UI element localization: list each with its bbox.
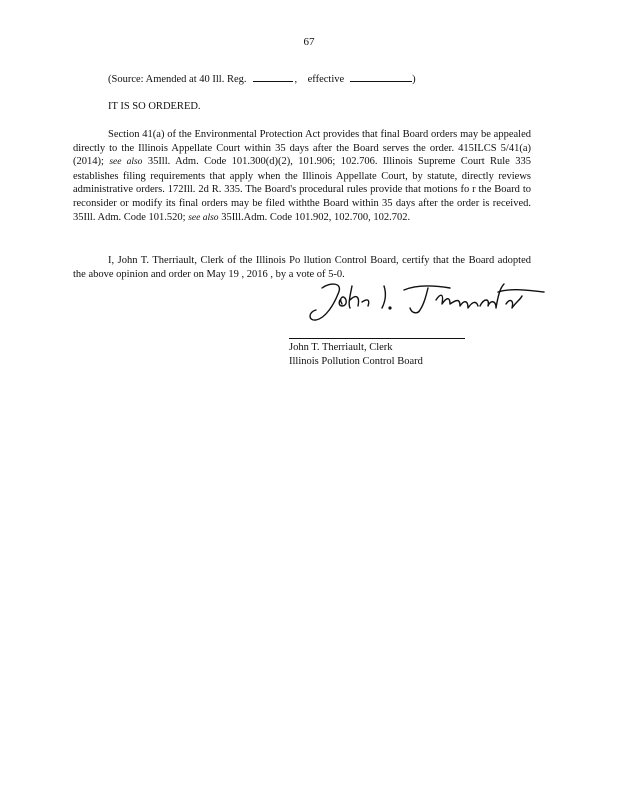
signature-block — [289, 341, 423, 369]
appeal-text-part-3: 35Ill.Adm. Code 101.902, 102.700, 102.702. — [221, 211, 411, 223]
source-note-separator: , — [294, 74, 298, 85]
source-note-text: (Source: Amended at 40 Ill. Reg. — [108, 74, 247, 85]
source-note — [108, 72, 448, 87]
appeal-text-part-2: 35Ill. Adm. Code 101.300(d)(2), 101.906; 102.706. Illinois Supreme Court Rule 335 establishes filing requirements that apply when the Illinois Appellate Court, by statute, directly reviews administrative orders. 172Ill. 2d R. 335. The Board's procedural rules provide that motions fo r the Board to reconsider or modify its final orders may be filed withthe Board within 35 days after the order is received. 35Ill. Adm. Code 101.520; — [73, 156, 531, 223]
order-statement: IT IS SO ORDERED. — [108, 101, 201, 112]
page-number: 67 — [303, 36, 315, 48]
source-note-close: ) — [412, 74, 416, 85]
clerk-certification-paragraph: I, John T. Therriault, Clerk of the Illinois Po llution Control Board, certify that the Board adopted the above opinion and order on May 19 , 2016 , by a vote of 5-0. — [73, 255, 531, 280]
appeal-text-part-1: Section 41(a) of the Environmental Protection Act provides that final Board orders may be appealed directly to the Illinois Appellate Court within 35 days after the Board serves the order. 415ILCS 5/41(a) (2014); — [73, 129, 531, 168]
signature-line — [289, 338, 465, 339]
clerk-name-title: John T. Therriault, Clerk — [289, 342, 393, 353]
effective-date-blank — [350, 72, 412, 82]
see-also-citation-signal: see also — [109, 157, 143, 168]
register-blank — [253, 72, 293, 82]
see-also-citation-signal-2: see also — [188, 212, 219, 223]
handwritten-signature — [300, 278, 550, 328]
appeal-rights-paragraph — [73, 128, 531, 225]
clerk-organization: Illinois Pollution Control Board — [289, 356, 423, 367]
effective-label: effective — [307, 74, 345, 85]
